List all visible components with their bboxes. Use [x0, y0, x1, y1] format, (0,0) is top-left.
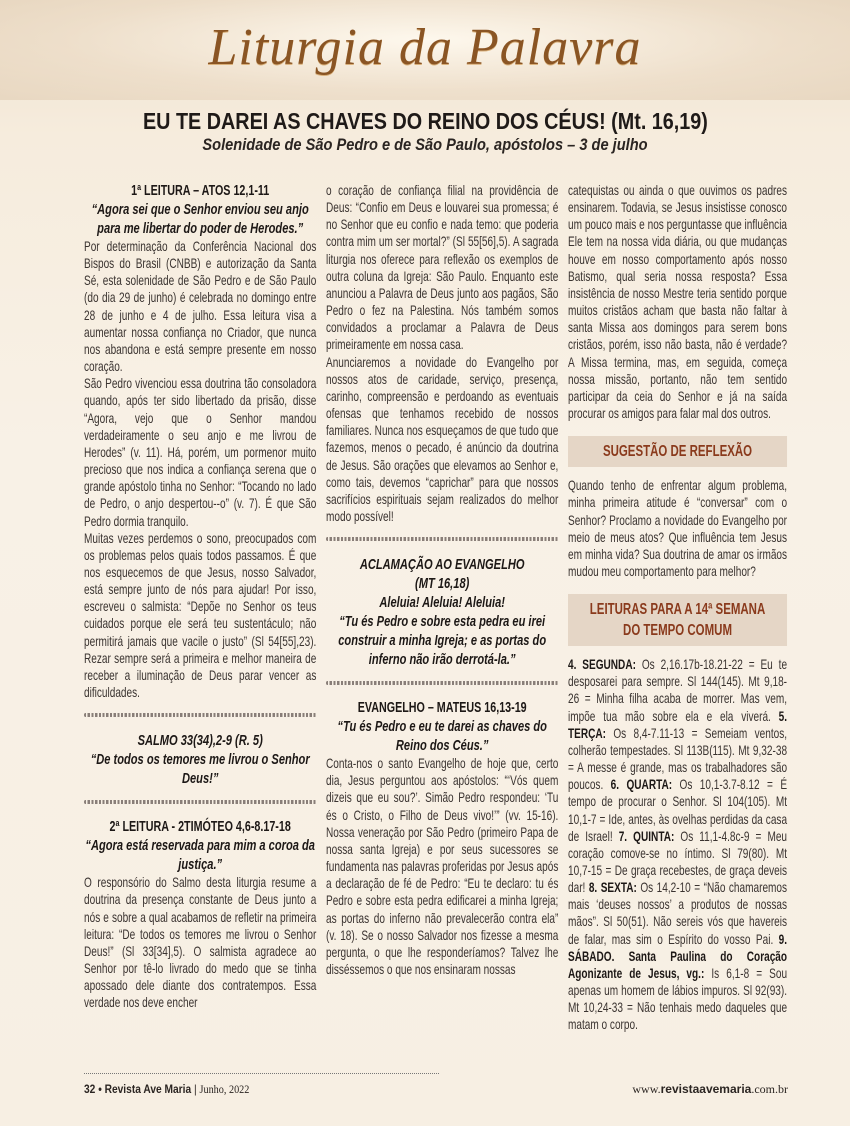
page-title: EU TE DAREI AS CHAVES DO REINO DOS CÉUS! (Mt. 16,19) — [142, 108, 708, 134]
day-label: 5. TERÇA: — [568, 708, 788, 741]
ornamental-divider — [326, 537, 558, 541]
acclamation-alleluia: Aleluia! Aleluia! Aleluia! — [379, 594, 505, 612]
day-readings: Os 8,4-7.11-13 = Semeiam ventos, colherão tempestades. Sl 113B(115). Mt 9,32-38 = A messe é grande, mas os trabalhadores são poucos. — [568, 725, 788, 793]
reflection-text: Quando tenho de enfrentar algum problema, minha primeira atitude é “conversar” com o Senhor? Proclamo a novidade do Evangelho por meio de meus atos? Que influência tem Jesus em minha vida? Sua doutrina de amar os irmãos mudou meu comportamento para melhor? — [568, 478, 788, 579]
reading1-heading: 1ª LEITURA – ATOS 12,1-11 — [131, 183, 270, 199]
reflection-heading: SUGESTÃO DE REFLEXÃO — [602, 443, 753, 461]
paragraph: Por determinação da Conferência Nacional dos Bispos do Brasil (CNBB) e autorização da Santa Sé, esta solenidade de São Pedro e de São Paulo (do dia 29 de junho) é celebrada no domingo entre 28 de junho e 4 de julho. Essa leitura visa a aumentar nossa confiança no Criador, que nunca nos abandona e está sempre presente em nosso coração. — [84, 239, 317, 375]
page-number: 32 — [84, 1082, 96, 1096]
psalm-quote: “De todos os temores me livrou o Senhor Deus!” — [90, 751, 310, 788]
day-label: 6. QUARTA: — [610, 777, 673, 793]
website-link[interactable] — [632, 1082, 788, 1097]
day-readings: Os 2,16.17b-18.21-22 = Eu te desposarei para sempre. Sl 144(145). Mt 9,18-26 = Minha filha acaba de morrer. Mas vem, impõe tua mão sobre ela e ela viverá. — [568, 657, 788, 724]
section-title-logo: Liturgia da Palavra — [208, 19, 642, 76]
reflection-header-box — [568, 436, 787, 467]
acclamation-reference: (MT 16,18) — [415, 575, 470, 593]
issue-date: Junho, 2022 — [199, 1082, 250, 1096]
day-label: 9. SÁBADO. Santa Paulina do Coração Agonizante de Jesus, vg.: — [568, 931, 788, 981]
week-readings-list — [568, 656, 787, 1033]
day-label: 4. SEGUNDA: — [568, 657, 636, 673]
reading1-quote: “Agora sei que o Senhor enviou seu anjo para me libertar do poder de Herodes.” — [91, 201, 309, 237]
paragraph: catequistas ou ainda o que ouvimos os padres ensinarem. Todavia, se Jesus insistisse conosco um pouco mais e nos perguntasse que influência Ele tem na nossa vida diária, ou que mudanças houve em nosso comportamento após nosso Batismo, qual seria nossa resposta? Essa insistência de nosso Mestre teria sentido porque muitos cristãos acham que basta não faltar à santa Missa aos domingos para serem bons cristãos, porém, isso não basta, não é verdade? A Missa termina, mas, em seguida, começa nossa missão, portanto, não tem sentido participar da ceia do Senhor e já na saída procurar os amigos para falar mal dos outros. — [568, 183, 788, 422]
week-readings-header-box — [568, 594, 787, 646]
headline-block — [0, 108, 850, 155]
footer-bullet: • — [95, 1082, 105, 1096]
psalm-heading: SALMO 33(34),2-9 (R. 5) — [137, 732, 263, 750]
ornamental-divider — [326, 681, 558, 685]
week-readings-heading-2: DO TEMPO COMUM — [623, 622, 733, 640]
paragraph: Anunciaremos a novidade do Evangelho por nossos atos de caridade, serviço, presença, carinho, compreensão e perdoando as eventuais ofensas que tenhamos recebido de nossos familiares. Nunca nos esqueçamos de que tudo que fazemos, menos o pecado, é anúncio da doutrina de Jesus. São orações que elevamos ao Senhor e, como tais, devemos “caprichar” para que nossos sacrifícios espirituais sejam realizados do melhor modo possível! — [326, 354, 559, 524]
day-label: 8. SEXTA: — [588, 880, 637, 896]
paragraph: Muitas vezes perdemos o sono, preocupados com os problemas pelos quais todos passamos. É que nos esquecemos de que Jesus, nosso Salvador, está sempre junto de nós para ajudar! Por isso, escreveu o salmista: “Depõe no Senhor os teus cuidados porque ele será teu sustentáculo; não permitirá jamais que vacile o justo” (Sl 54[55],23). Rezar sempre será a primeira e melhor maneira de receber a iluminação de Deus parar vencer as dificuldades. — [84, 530, 317, 701]
paragraph: São Pedro vivenciou essa doutrina tão consoladora quando, após ter sido libertado da prisão, disse “Agora, vejo que o Senhor mandou verdadeiramente o seu anjo e me livrou de Herodes” (v. 11). Há, porém, um pormenor muito precioso que nos indica a confiança serena que o grande apóstolo tinha no Senhor: “Tocando no lado de Pedro, o anjo despertou--o” (v. 7). É que São Pedro dormia tranquilo. — [84, 376, 317, 529]
reading2-heading: 2ª LEITURA - 2TIMÓTEO 4,6-8.17-18 — [109, 819, 291, 836]
paragraph: Conta-nos o santo Evangelho de hoje que, certo dia, Jesus perguntou aos apóstolos: “‘Vós quem dizeis que eu sou?’. Simão Pedro respondeu: ‘Tu és o Cristo, o Filho de Deus vivo!’” (vv. 15-16). Nossa veneração por São Pedro (primeiro Papa de nossa santa Igreja) e por seus sucessores se fundamenta nas palavras proferidas por Jesus após a declaração de fé de Pedro: “Eu te declaro: tu és Pedro e sobre esta pedra edificarei a minha Igreja; as portas do inferno não prevalecerão contra ela” (v. 18). Se o nosso Salvador nos fizesse a mesma pergunta, o que lhe responderíamos? Talvez lhe disséssemos o que nos ensinaram nossas — [326, 756, 559, 977]
day-readings: Is 6,1-8 = Sou apenas um homem de lábios impuros. Sl 92(93). Mt 10,24-33 = Não tenhais medo daqueles que matam o corpo. — [568, 965, 788, 1033]
reading2-quote: “Agora está reservada para mim a coroa da justiça.” — [85, 837, 315, 874]
acclamation-quote: “Tu és Pedro e sobre esta pedra eu irei construir a minha Igreja; e as portas do inferno não irão derrotá-la.” — [338, 613, 547, 669]
footer-pipe: | — [191, 1082, 200, 1096]
url-suffix: .com.br — [751, 1082, 788, 1096]
page-subtitle: Solenidade de São Pedro e de São Paulo, apóstolos – 3 de julho — [202, 135, 648, 154]
paragraph: o coração de confiança filial na providência de Deus: “Confio em Deus e louvarei sua promessa; é no Senhor que eu confio e nada temo: que poderia contra mim um ser mortal?” (Sl 55[56],5). A sagrada liturgia nos oferece para reflexão os exemplos de outra coluna da Igreja: São Paulo. Enquanto este anunciou a Palavra de Deus junto aos pagãos, São Pedro o fez na Palestina. Nós também somos convidados a proclamar a Palavra de Deus primeiramente em nossa casa. — [326, 183, 559, 353]
paragraph: O responsório do Salmo desta liturgia resume a doutrina da presença constante de Deus junto a nós e sobre a qual acabamos de refletir na primeira leitura: “De todos os temores me livrou o Senhor Deus!” (Sl 33[34],5). O salmista agradece ao Senhor por tê-lo livrado do medo que se tinha apossado dele diante dos contratempos. Essa verdade nos deve encher — [84, 875, 317, 1011]
column-3 — [568, 182, 787, 1034]
footer-folio — [84, 1082, 249, 1097]
gospel-heading: EVANGELHO – MATEUS 16,13-19 — [357, 700, 527, 717]
ornamental-divider — [84, 713, 316, 717]
column-2 — [326, 182, 558, 978]
day-readings: Os 14,2-10 = “Não chamaremos mais ‘deuses nossos’ a produtos de nossas mãos”. Sl 50(51). Não sereis vós que havereis de falar, mas sim o Espírito do vosso Pai. — [568, 880, 788, 947]
url-brand: revistaavemaria — [660, 1082, 752, 1096]
gospel-quote: “Tu és Pedro e eu te darei as chaves do Reino dos Céus.” — [337, 718, 547, 755]
week-readings-heading-1: LEITURAS PARA A 14ª SEMANA — [589, 601, 766, 619]
acclamation-heading: ACLAMAÇÃO AO EVANGELHO — [359, 556, 525, 574]
footer-divider — [84, 1073, 439, 1074]
day-readings: Os 10,1-3.7-8.12 = É tempo de procurar o Senhor. Sl 104(105). Mt 10,1-7 = Ide, antes, às ovelhas perdidas da casa de Israel! — [568, 777, 788, 844]
column-1 — [84, 182, 316, 1011]
magazine-name: Revista Ave Maria — [104, 1082, 192, 1096]
url-prefix: www. — [632, 1082, 661, 1096]
ornamental-divider — [84, 800, 316, 804]
day-readings: Os 11,1-4.8c-9 = Meu coração comove-se no íntimo. Sl 79(80). Mt 10,7-15 = De graça recebestes, de graça deveis dar! — [568, 828, 788, 896]
day-label: 7. QUINTA: — [618, 828, 675, 844]
